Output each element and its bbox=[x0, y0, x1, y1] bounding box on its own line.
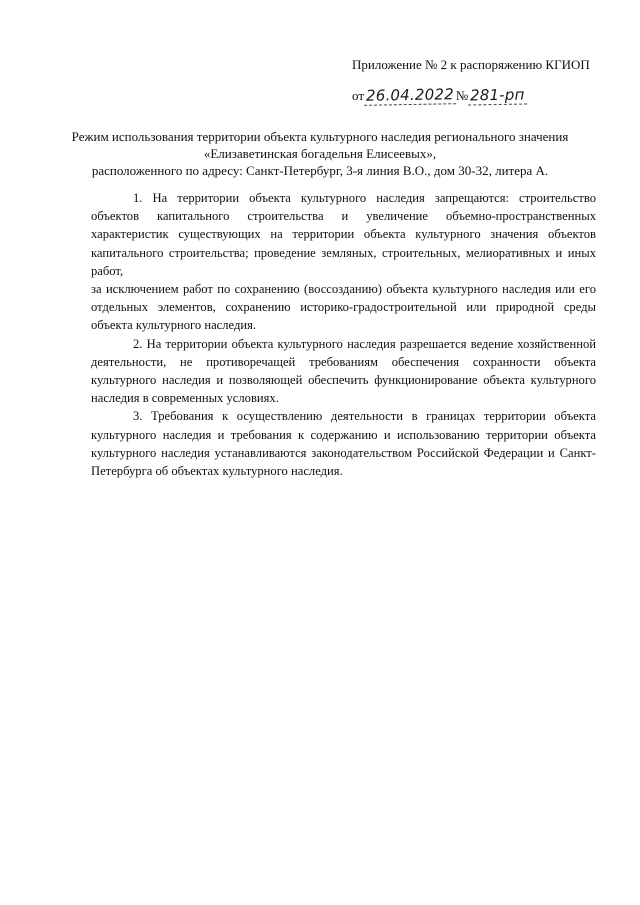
appendix-title: Приложение № 2 к распоряжению КГИОП bbox=[352, 57, 590, 72]
document-body bbox=[91, 189, 596, 480]
handwritten-number: 281-рп bbox=[468, 85, 527, 105]
appendix-header bbox=[352, 56, 600, 105]
date-prefix: от bbox=[352, 88, 365, 103]
paragraph-1: 1. На территории объекта культурного наследия запрещаются: строительство объектов капитального строительства и увеличение объемно-пространственных характеристик существующих на территории объекта культурного значения объектов капитального строительства; проведение земляных, строительных, мелиоративных и иных работ, bbox=[91, 191, 596, 278]
title-line-3: расположенного по адресу: Санкт-Петербург, 3-я линия В.О., дом 30-32, литера А. bbox=[91, 163, 549, 178]
paragraph-2: 2. На территории объекта культурного наследия разрешается ведение хозяйственной деятельности, не противоречащей требованиям обеспечения сохранности объекта культурного наследия и позволяющей обеспечить функционирование объекта культурного наследия в современных условиях. bbox=[91, 336, 596, 406]
paragraph-1-continuation: за исключением работ по сохранению (воссозданию) объекта культурного наследия или его отдельных элементов, сохранению историко-градостроительной или природной среды объекта культурного наследия. bbox=[91, 282, 596, 333]
document-title bbox=[70, 128, 570, 179]
handwritten-date: 26.04.2022 bbox=[364, 85, 456, 106]
appendix-meta bbox=[352, 86, 600, 105]
title-line-2: «Елизаветинская богадельня Елисеевых», bbox=[203, 146, 437, 161]
title-line-1: Режим использования территории объекта культурного наследия регионального значения bbox=[71, 129, 569, 144]
number-prefix: № bbox=[455, 88, 469, 103]
paragraph-3: 3. Требования к осуществлению деятельности в границах территории объекта культурного наследия и требования к содержанию и использованию территории объекта культурного наследия устанавливаются законодательством Российской Федерации и Санкт-Петербурга об объектах культурного наследия. bbox=[91, 409, 596, 479]
